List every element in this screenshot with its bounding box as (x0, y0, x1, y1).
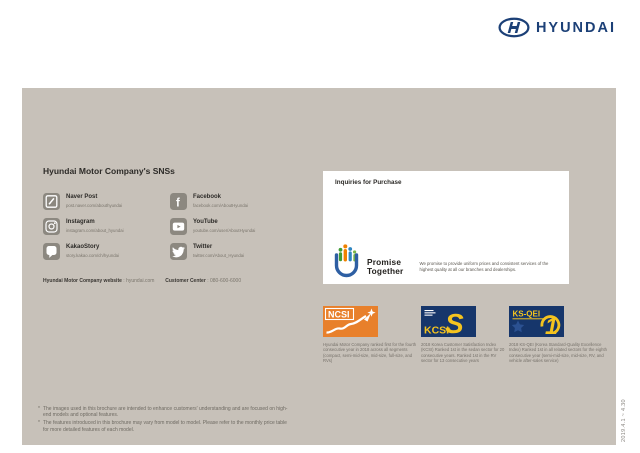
award-ncsi (323, 306, 417, 364)
separator: : (207, 278, 209, 284)
naver-post-icon (43, 193, 60, 210)
sns-item-name: Naver Post (66, 194, 98, 200)
svg-text:KCSI: KCSI (424, 324, 450, 337)
ks-qei-logo (509, 306, 564, 337)
award-caption: 2018 KS-QEI (Korea Standard-Quality Excellence Index) Ranked 1st in all related sectors for the eighth consecutive year (semi-mid-size, mid-size, RV, and vehicle after-sales service) (509, 342, 607, 364)
facebook-icon (170, 193, 187, 210)
sns-item-name: KakaoStory (66, 244, 100, 250)
sns-item-url[interactable]: post.naver.com/abouthyundai (66, 202, 123, 208)
sns-item-name: Twitter (193, 244, 213, 250)
sns-item-twitter[interactable] (170, 243, 255, 268)
sns-item-kakaostory[interactable] (43, 243, 170, 268)
twitter-icon (170, 243, 187, 260)
sns-item-url[interactable]: twitter.com/About_Hyundai (193, 252, 245, 258)
sns-item-url[interactable]: youtube.com/user/AboutHyundai (193, 227, 256, 233)
sns-item-instagram[interactable] (43, 218, 170, 243)
footnote: * The images used in this brochure are intended to enhance customers' understanding and are focused on high-end models and optional features. (38, 406, 288, 419)
sns-item-url[interactable]: facebook.com/AboutHyundai (193, 202, 248, 208)
inquiries-box (323, 171, 569, 284)
sns-item-url[interactable]: story.kakao.com/ch/hyundai (66, 252, 119, 258)
sns-item-naver-post[interactable] (43, 193, 170, 218)
promise-together-row (333, 242, 561, 280)
hyundai-logo (498, 17, 616, 38)
sns-item-name: Facebook (193, 194, 222, 200)
sns-item-url[interactable]: instagram.com/about_hyundai (66, 227, 124, 233)
instagram-icon (43, 218, 60, 235)
promise-description: We promise to provide uniform prices and consistent services of the highest quality at all our branches and dealerships. (419, 261, 549, 272)
website-label: Hyundai Motor Company website (43, 278, 122, 284)
promise-together-logo-text: Promise Together (367, 257, 404, 276)
kcsi-logo (421, 306, 476, 337)
ncsi-logo (323, 306, 378, 337)
sns-item-facebook[interactable] (170, 193, 255, 218)
youtube-icon (170, 218, 187, 235)
hyundai-wordmark: HYUNDAI (535, 19, 616, 36)
svg-text:NCSI: NCSI (328, 309, 350, 320)
svg-text:1: 1 (545, 313, 558, 337)
sns-item-youtube[interactable] (170, 218, 255, 243)
sns-section-title: Hyundai Motor Company's SNSs (43, 166, 175, 176)
award-kcsi (421, 306, 507, 364)
brochure-back-page: HYUNDAI Hyundai Motor Company's SNSs Naver Post post.naver.com/abouthyundai f Facebook facebook.com/AboutHyundai Instagram instagram.com/about_hyundai YouTube youtube.com/user/AboutHyundai KakaoStory story.kakao.com/ch/hyundai Twitter twitter.com/About_Hyundai Hyundai Motor Company website : hyundai.com Customer Center : 080-600-6000 Inquiries for Purchase Promise Together We promise to provide uniform prices and consistent services of the highest quality at all our branches and dealerships. NCSI Hyundai Motor Company ranked first for the fourth consecutive year in 2018 across all segments (compact, semi-mid-size, mid-size, full-size, and RVs) S KCSI 2018 Korea Customer Satisfaction Index (KCSI) Ranked 1st in the sedan sector for 20 consecutive years. Ranked 1st in the RV sector for 13 consecutive years KS-QEI 1 2018 KS-QEI (Korea Standard-Quality Excellence Index) Ranked 1st in all related sectors for the eighth consecutive year (semi-mid-size, mid-size, RV, and vehicle after-sales service) * The images used in this brochure are intended to enhance customers' understanding and are focused on high-end models and optional features. * The features introduced in this brochure may vary from model to model. Please refer to the monthly price table for more detailed features of each model. 2019.4.1 ~ 4.30 (0, 0, 640, 453)
kakaostory-icon (43, 243, 60, 260)
svg-text:f: f (176, 197, 180, 210)
svg-text:KS-QEI: KS-QEI (512, 309, 541, 319)
award-caption: 2018 Korea Customer Satisfaction Index (KCSI) Ranked 1st in the sedan sector for 20 consecutive years. Ranked 1st in the RV sector for 13 consecutive years (421, 342, 505, 364)
promise-together-icon (333, 242, 360, 280)
customer-center-label: Customer Center (165, 278, 206, 284)
award-caption: Hyundai Motor Company ranked first for the fourth consecutive year in 2018 across all segments (compact, semi-mid-size, mid-size, full-size, and RVs) (323, 342, 417, 364)
sns-item-name: Instagram (66, 219, 95, 225)
svg-text:S: S (445, 308, 464, 337)
customer-center-number: 080-600-6000 (209, 278, 242, 284)
website-url[interactable]: hyundai.com (126, 278, 155, 284)
footnote: * The features introduced in this brochure may vary from model to model. Please refer to the monthly price table for more detailed features of each model. (38, 420, 287, 433)
sns-item-name: YouTube (193, 219, 218, 225)
footnotes (38, 406, 288, 435)
hyundai-mark-icon (498, 17, 530, 38)
content-panel (22, 88, 616, 445)
inquiries-title: Inquiries for Purchase (335, 179, 402, 186)
sns-grid (43, 193, 255, 268)
award-ks-qei (509, 306, 612, 364)
separator: : (123, 278, 125, 284)
contact-line (43, 278, 241, 284)
